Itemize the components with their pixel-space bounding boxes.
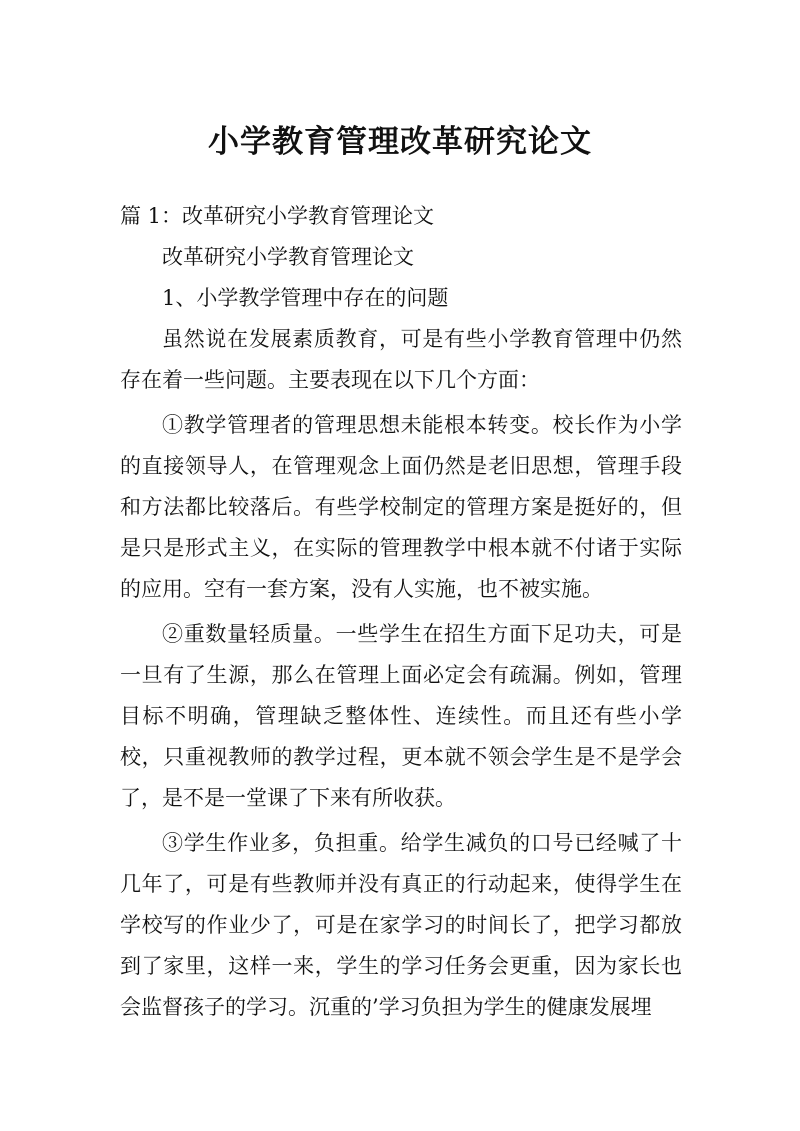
paragraph-point-3: ③学生作业多，负担重。给学生减负的口号已经喊了十几年了，可是有些教师并没有真正的行动起来，使得学生在学校写的作业少了，可是在家学习的时间长了，把学习都放到了家里，这样一来，学生的学习任务会更重，因为家长也会监督孩子的学习。沉重的’学习负担为学生的健康发展埋 — [120, 831, 682, 1019]
paragraph-point-2: ②重数量轻质量。一些学生在招生方面下足功夫，可是一旦有了生源，那么在管理上面必定会有疏漏。例如，管理目标不明确，管理缺乏整体性、连续性。而且还有些小学校，只重视教师的教学过程，更本就不领会学生是不是学会了，是不是一堂课了下来有所收获。 — [120, 622, 682, 810]
section-heading: 篇 1：改革研究小学教育管理论文 — [120, 204, 435, 228]
paragraph-intro: 虽然说在发展素质教育，可是有些小学教育管理中仍然存在着一些问题。主要表现在以下几个方面： — [120, 327, 682, 392]
document-title: 小学教育管理改革研究论文 — [208, 124, 592, 160]
subheading: 1、小学教学管理中存在的问题 — [162, 286, 449, 310]
article-subtitle: 改革研究小学教育管理论文 — [162, 245, 414, 269]
paragraph-point-1: ①教学管理者的管理思想未能根本转变。校长作为小学的直接领导人，在管理观念上面仍然是老旧思想，管理手段和方法都比较落后。有些学校制定的管理方案是挺好的，但是只是形式主义，在实际的管理教学中根本就不付诸于实际的应用。空有一套方案，没有人实施，也不被实施。 — [120, 413, 682, 601]
document-body — [120, 196, 682, 1028]
